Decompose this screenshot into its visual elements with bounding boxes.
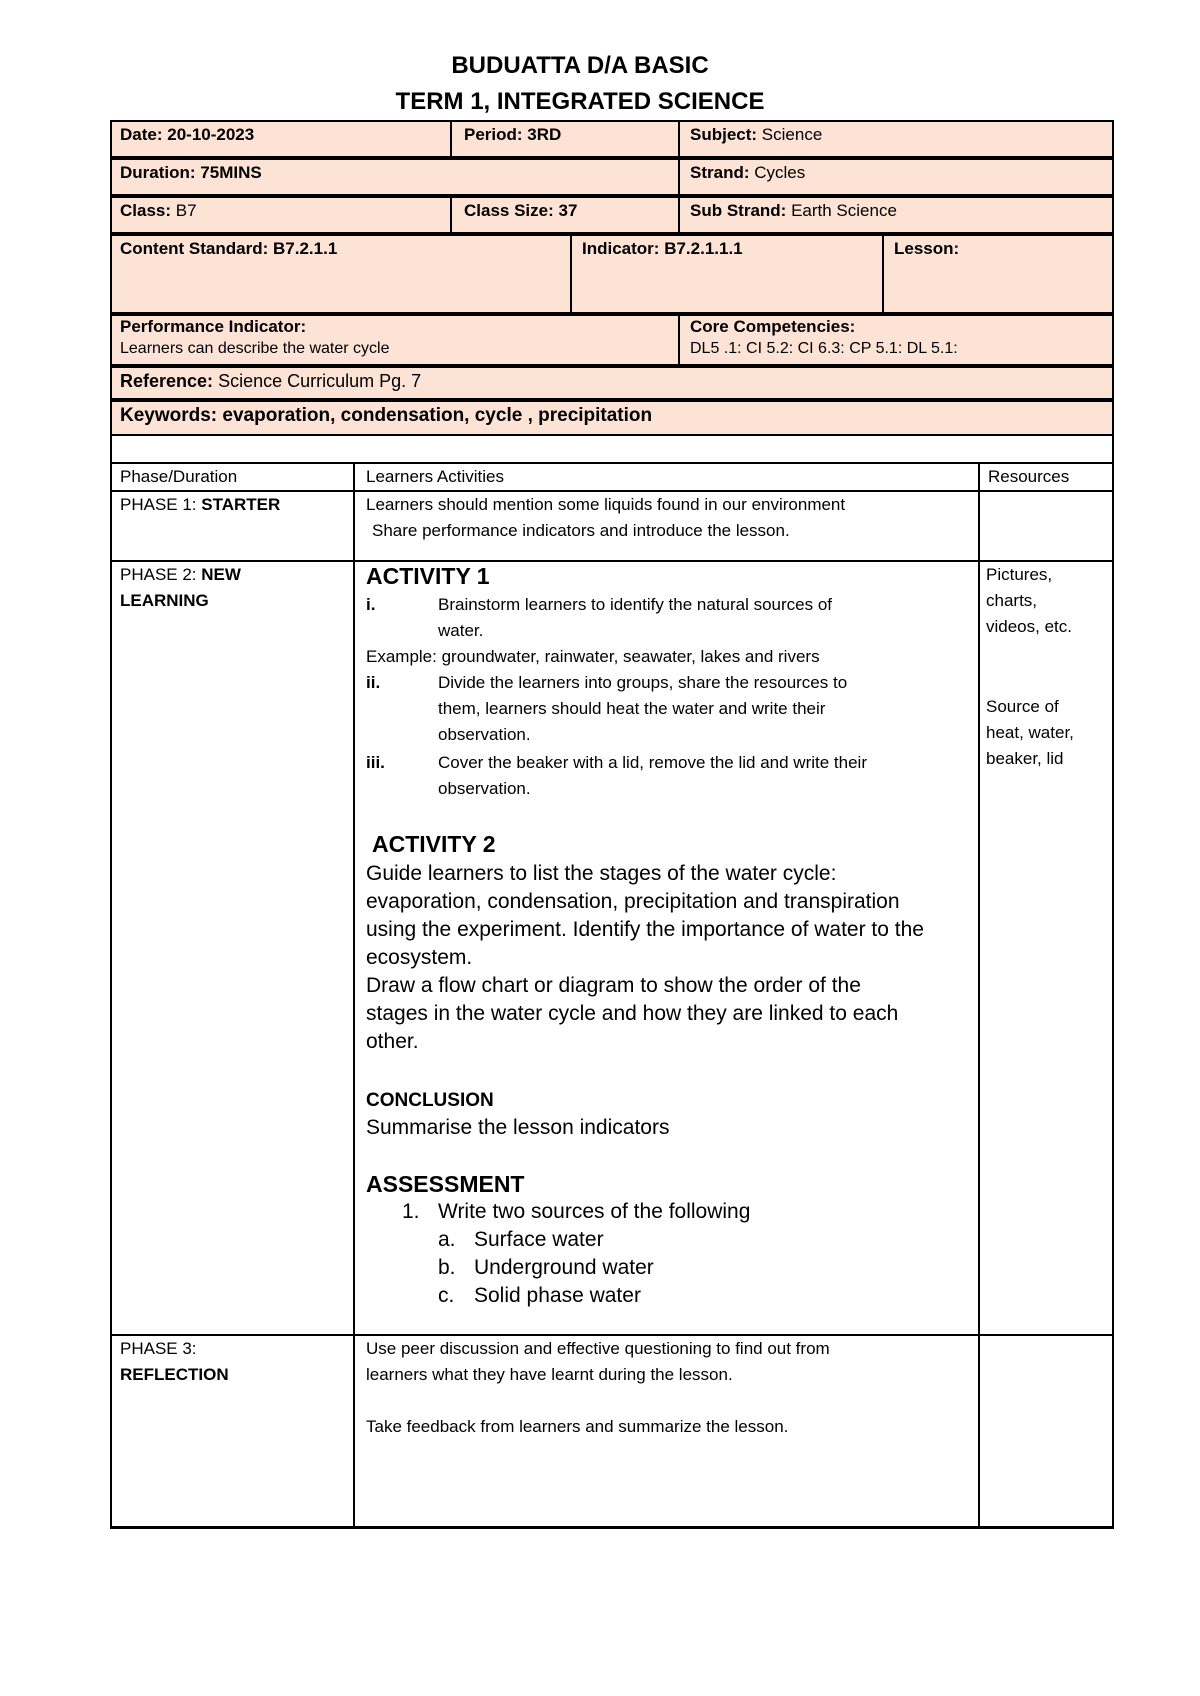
sub-strand-field: Sub Strand: Earth Science xyxy=(690,201,897,220)
assessment-item-1-text: Write two sources of the following xyxy=(438,1200,751,1223)
activity-1-item-ii-number: ii. xyxy=(366,673,381,692)
resources-phase-2-a: Pictures, charts, videos, etc. xyxy=(986,565,1072,636)
duration-field: Duration: 75MINS xyxy=(120,163,262,182)
activity-2-line-1: Guide learners to list the stages of the water cycle: xyxy=(366,862,837,885)
activity-1-item-ii-line-3: observation. xyxy=(438,725,531,744)
activity-1-item-i-line-1: Brainstorm learners to identify the natural sources of xyxy=(438,595,833,614)
assessment-item-1-number: 1. xyxy=(402,1200,420,1223)
school-title: BUDUATTA D/A BASIC xyxy=(451,52,709,79)
info-row-3 xyxy=(110,196,1114,234)
activity-1-item-iii-line-1: Cover the beaker with a lid, remove the lid and write their xyxy=(438,753,867,772)
conclusion-text: Summarise the lesson indicators xyxy=(366,1116,670,1139)
resources-phase-2-b: Source of heat, water, beaker, lid xyxy=(986,697,1074,768)
period-field: Period: 3RD xyxy=(464,125,562,144)
col-header-activities: Learners Activities xyxy=(366,467,504,486)
assessment-item-c-number: c. xyxy=(438,1284,455,1307)
phase-3-activity-1: Use peer discussion and effective questioning to find out from xyxy=(366,1339,830,1358)
activity-2-line-2: evaporation, condensation, precipitation and transpiration xyxy=(366,890,900,913)
phase-1-label: PHASE 1: STARTER xyxy=(120,495,281,514)
activity-1-item-ii-line-1: Divide the learners into groups, share the resources to xyxy=(438,673,848,692)
col-header-resources: Resources xyxy=(988,467,1070,486)
activity-2-line-3: using the experiment. Identify the importance of water to the xyxy=(366,918,924,941)
assessment-item-c-text: Solid phase water xyxy=(474,1284,641,1307)
activity-1-item-iii-line-2: observation. xyxy=(438,779,531,798)
assessment-title: ASSESSMENT xyxy=(366,1171,525,1197)
info-row-1 xyxy=(110,120,1114,158)
subject-field: Subject: Science xyxy=(690,125,823,144)
performance-indicator-field: Performance Indicator: Learners can describe the water cycle xyxy=(120,317,390,357)
conclusion-title: CONCLUSION xyxy=(366,1090,494,1111)
class-field: Class: B7 xyxy=(120,201,197,220)
assessment-item-a-text: Surface water xyxy=(474,1228,604,1251)
activity-2-line-7: other. xyxy=(366,1030,419,1053)
activity-1-item-i-number: i. xyxy=(366,595,376,614)
keywords-field: Keywords: evaporation, condensation, cycle , precipitation xyxy=(120,405,653,426)
indicator-field: Indicator: B7.2.1.1.1 xyxy=(582,239,743,258)
phase-1-activity-2: Share performance indicators and introduce the lesson. xyxy=(372,521,790,540)
phase-1-activity-1: Learners should mention some liquids found in our environment xyxy=(366,495,846,514)
reference-field: Reference: Science Curriculum Pg. 7 xyxy=(120,371,422,391)
activity-2-line-4: ecosystem. xyxy=(366,946,473,969)
phase-3-activity-2: learners what they have learnt during the lesson. xyxy=(366,1365,733,1384)
phase-3-label: PHASE 3: REFLECTION xyxy=(120,1339,229,1384)
content-standard-field: Content Standard: B7.2.1.1 xyxy=(120,239,338,258)
activity-1-example: Example: groundwater, rainwater, seawater, lakes and rivers xyxy=(366,647,820,666)
date-field: Date: 20-10-2023 xyxy=(120,125,255,144)
phase-3-activity-3: Take feedback from learners and summarize the lesson. xyxy=(366,1417,789,1436)
core-competencies-field: Core Competencies: DL5 .1: CI 5.2: CI 6.3: CP 5.1: DL 5.1: xyxy=(690,317,958,357)
assessment-item-b-number: b. xyxy=(438,1256,456,1279)
strand-field: Strand: Cycles xyxy=(690,163,806,182)
activity-2-line-6: stages in the water cycle and how they are linked to each xyxy=(366,1002,899,1025)
lesson-field: Lesson: xyxy=(894,239,960,258)
activity-2-title: ACTIVITY 2 xyxy=(372,831,496,857)
activity-1-item-iii-number: iii. xyxy=(366,753,385,772)
activity-2-line-5: Draw a flow chart or diagram to show the order of the xyxy=(366,974,861,997)
term-title: TERM 1, INTEGRATED SCIENCE xyxy=(395,88,765,115)
class-size-field: Class Size: 37 xyxy=(464,201,578,220)
assessment-item-b-text: Underground water xyxy=(474,1256,654,1279)
activity-1-title: ACTIVITY 1 xyxy=(366,563,490,589)
activity-1-item-ii-line-2: them, learners should heat the water and write their xyxy=(438,699,826,718)
assessment-item-a-number: a. xyxy=(438,1228,456,1251)
col-header-phase: Phase/Duration xyxy=(120,467,238,486)
activity-1-item-i-line-2: water. xyxy=(438,621,484,640)
phase-2-label: PHASE 2: NEW LEARNING xyxy=(120,565,241,610)
